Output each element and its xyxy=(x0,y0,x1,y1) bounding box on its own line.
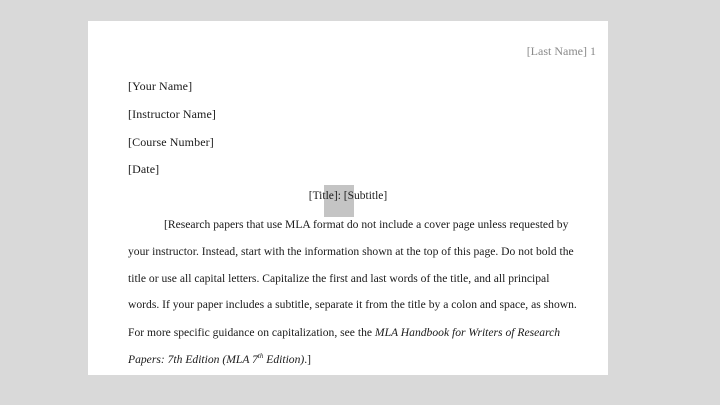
ordinal-superscript: th xyxy=(257,352,264,361)
body-line-1: [Research papers that use MLA format do not include a cover page unless requested by xyxy=(164,218,569,231)
course-number-line: [Course Number] xyxy=(128,135,214,149)
running-head: [Last Name] 1 xyxy=(526,44,596,58)
body-closing-bracket: .] xyxy=(304,353,312,366)
body-line-3: title or use all capital letters. Capitalize the first and last words of the title, and all principal xyxy=(128,272,550,285)
body-line-5-text: For more specific guidance on capitalization, see the xyxy=(128,326,375,339)
title-placeholder[interactable]: [Title] xyxy=(308,190,338,202)
handbook-edition-italic: Papers: 7th Edition (MLA 7 xyxy=(128,353,258,366)
date-line: [Date] xyxy=(128,162,160,176)
body-line-4: words. If your paper includes a subtitle, separate it from the title by a colon and space, as shown. xyxy=(128,298,577,311)
body-line-5 xyxy=(128,326,560,339)
document-page xyxy=(88,21,608,375)
handbook-edition-italic-end: Edition) xyxy=(263,353,305,366)
subtitle-placeholder[interactable]: [Subtitle] xyxy=(343,190,388,202)
title-separator: : xyxy=(337,190,344,202)
body-line-6 xyxy=(128,353,311,366)
handbook-title-italic: MLA Handbook for Writers of Research xyxy=(374,326,561,339)
instructor-name-line: [Instructor Name] xyxy=(128,107,216,121)
body-line-2: your instructor. Instead, start with the information shown at the top of this page. Do not bold the xyxy=(128,245,574,258)
your-name-line: [Your Name] xyxy=(128,79,193,93)
title-line xyxy=(88,190,608,202)
